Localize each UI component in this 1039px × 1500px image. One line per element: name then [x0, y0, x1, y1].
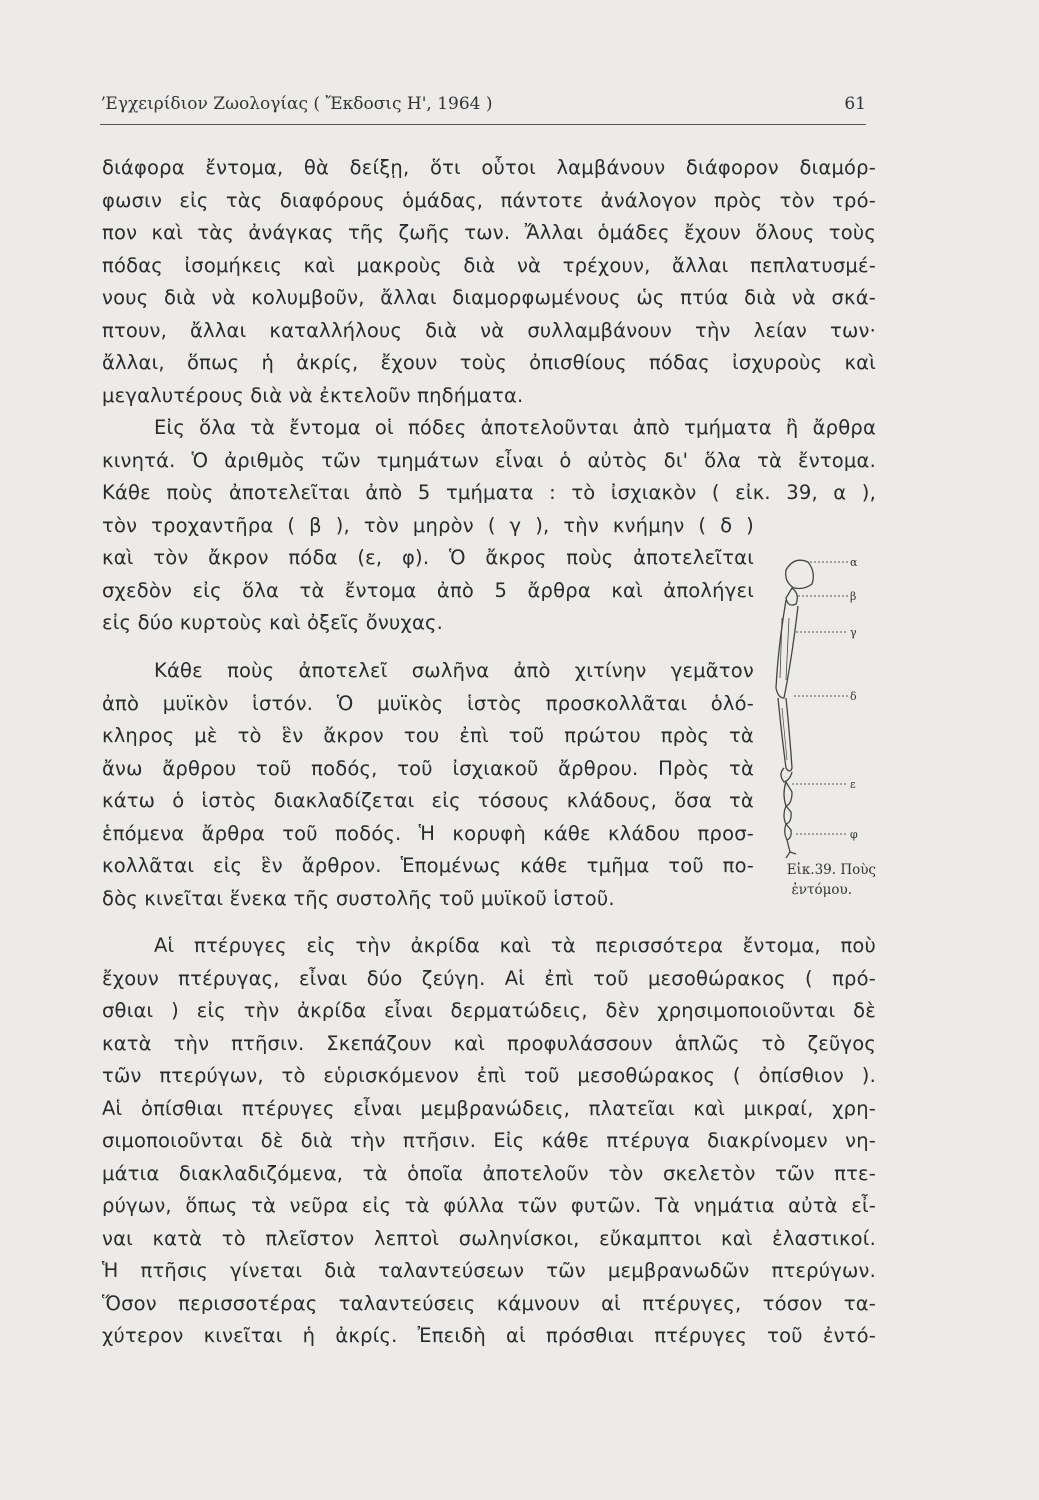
text-line: σιμοποιοῦνται δὲ διὰ τὴν πτῆσιν. Εἰς κάθε πτέρυγα διακρίνομεν νη- [102, 1129, 876, 1152]
label-phi: φ [850, 828, 858, 841]
figure-caption [758, 860, 876, 900]
text-line: Κάθε ποὺς ἀποτελεῖ σωλῆνα ἀπὸ χιτίνην γεμᾶτον [154, 659, 754, 682]
insect-leg-figure [756, 548, 874, 878]
page-number: 61 [844, 94, 866, 114]
label-delta: δ [850, 690, 857, 703]
text-line: κληρος μὲ τὸ ἓν ἄκρον του ἐπὶ τοῦ πρώτου πρὸς τὰ [102, 724, 754, 747]
label-alpha: α [850, 556, 858, 569]
text-line: πτουν, ἄλλαι καταλλήλους διὰ νὰ συλλαμβάνουν τὴν λείαν των· [102, 318, 876, 342]
text-line: κολλᾶται εἰς ἓν ἄρθρον. Ἑπομένως κάθε τμῆμα τοῦ πο- [102, 854, 754, 877]
label-beta: β [850, 590, 857, 603]
text-line: διάφορα ἔντομα, θὰ δείξῃ, ὅτι οὗτοι λαμβάνουν διάφορον διαμόρ- [102, 156, 876, 179]
text-line: κατὰ τὴν πτῆσιν. Σκεπάζουν καὶ προφυλάσσουν ἁπλῶς τὸ ζεῦγος [102, 1031, 876, 1055]
text-line: μάτια διακλαδιζόμενα, τὰ ὁποῖα ἀποτελοῦν τὸν σκελετὸν τῶν πτε- [102, 1161, 876, 1185]
text-line: κάτω ὁ ἱστὸς διακλαδίζεται εἰς τόσους κλάδους, ὅσα τὰ [102, 789, 754, 812]
text-line: ἄνω ἄρθρου τοῦ ποδός, τοῦ ἰσχιακοῦ ἄρθρου. Πρὸς τὰ [102, 756, 754, 780]
label-gamma: γ [850, 626, 857, 639]
text-line: καὶ τὸν ἄκρον πόδα (ε, φ). Ὁ ἄκρος ποὺς ἀποτελεῖται [102, 546, 754, 569]
book-title: ʼΕγχειρίδιον Ζωολογίας ( Ἔκδοσις Η', 1964 ) [100, 94, 493, 114]
text-line: εἰς δύο κυρτοὺς καὶ ὀξεῖς ὄνυχας. [102, 611, 444, 634]
text-line: χύτερον κινεῖται ἡ ἀκρίς. Ἐπειδὴ αἱ πρόσθιαι πτέρυγες τοῦ ἐντό- [102, 1324, 876, 1347]
text-line: Κάθε ποὺς ἀποτελεῖται ἀπὸ 5 τμήματα : τὸ ἰσχιακὸν ( εἰκ. 39, α ), [102, 481, 876, 504]
text-line: Εἰς ὅλα τὰ ἔντομα οἱ πόδες ἀποτελοῦνται ἀπὸ τμήματα ἢ ἄρθρα [154, 416, 876, 439]
text-line: Αἱ πτέρυγες εἰς τὴν ἀκρίδα καὶ τὰ περισσότερα ἔντομα, ποὺ [154, 934, 876, 957]
text-line: πον καὶ τὰς ἀνάγκας τῆς ζωῆς των. Ἄλλαι ὁμάδες ἔχουν ὅλους τοὺς [102, 221, 876, 244]
caption-line: ἐντόμου. [791, 882, 852, 898]
text-line: νους διὰ νὰ κολυμβοῦν, ἄλλαι διαμορφωμένους ὡς πτύα διὰ νὰ σκά- [102, 286, 876, 309]
text-line: σθιαι ) εἰς τὴν ἀκρίδα εἶναι δερματώδεις, δὲν χρησιμοποιοῦνται δὲ [102, 999, 876, 1022]
text-line: τὸν τροχαντῆρα ( β ), τὸν μηρὸν ( γ ), τὴν κνήμην ( δ ) [102, 513, 754, 537]
text-line: μεγαλυτέρους διὰ νὰ ἐκτελοῦν πηδήματα. [102, 383, 524, 407]
text-line: ρύγων, ὅπως τὰ νεῦρα εἰς τὰ φύλλα τῶν φυτῶν. Τὰ νημάτια αὐτὰ εἶ- [102, 1194, 876, 1217]
insect-leg-drawing [756, 548, 874, 878]
text-line: σχεδὸν εἰς ὅλα τὰ ἔντομα ἀπὸ 5 ἄρθρα καὶ ἀπολήγει [102, 578, 754, 602]
text-line: κινητά. Ὁ ἀριθμὸς τῶν τμημάτων εἶναι ὁ αὐτὸς δι' ὅλα τὰ ἔντομα. [102, 448, 876, 472]
text-line: Ὅσον περισσοτέρας ταλαντεύσεις κάμνουν αἱ πτέρυγες, τόσον τα- [102, 1291, 876, 1315]
text-line: φωσιν εἰς τὰς διαφόρους ὁμάδας, πάντοτε ἀνάλογον πρὸς τὸν τρό- [102, 188, 876, 212]
running-head [100, 94, 866, 125]
text-line: ἑπόμενα ἄρθρα τοῦ ποδός. Ἡ κορυφὴ κάθε κλάδου προσ- [102, 821, 754, 845]
caption-line: Εἰκ.39. Ποὺς [786, 862, 876, 878]
text-line: ἀπὸ μυϊκὸν ἱστόν. Ὁ μυϊκὸς ἱστὸς προσκολλᾶται ὁλό- [102, 691, 754, 715]
text-line: ναι κατὰ τὸ πλεῖστον λεπτοὶ σωληνίσκοι, εὔκαμπτοι καὶ ἐλαστικοί. [102, 1226, 876, 1250]
text-line: δὸς κινεῖται ἕνεκα τῆς συστολῆς τοῦ μυϊκοῦ ἱστοῦ. [102, 886, 615, 910]
text-line: ἄλλαι, ὅπως ἡ ἀκρίς, ἔχουν τοὺς ὀπισθίους πόδας ἰσχυροὺς καὶ [102, 351, 876, 374]
text-line: Αἱ ὀπίσθιαι πτέρυγες εἶναι μεμβρανώδεις, πλατεῖαι καὶ μικραί, χρη- [102, 1096, 876, 1120]
text-line: πόδας ἰσομήκεις καὶ μακροὺς διὰ νὰ τρέχουν, ἄλλαι πεπλατυσμέ- [102, 253, 876, 277]
text-line: Ἡ πτῆσις γίνεται διὰ ταλαντεύσεων τῶν μεμβρανωδῶν πτερύγων. [102, 1259, 876, 1282]
label-epsilon: ε [850, 778, 856, 791]
text-line: τῶν πτερύγων, τὸ εὑρισκόμενον ἐπὶ τοῦ μεσοθώρακος ( ὀπίσθιον ). [102, 1064, 876, 1087]
text-line: ἔχουν πτέρυγας, εἶναι δύο ζεύγη. Αἱ ἐπὶ τοῦ μεσοθώρακος ( πρό- [102, 966, 876, 990]
